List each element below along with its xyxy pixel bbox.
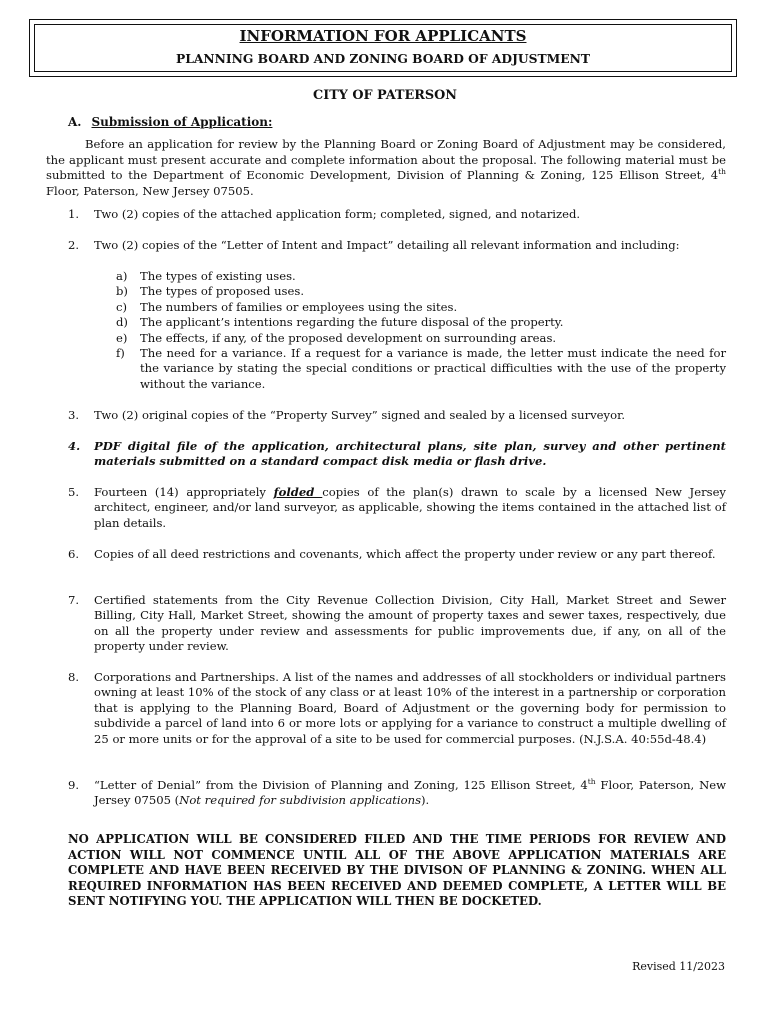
list-item-2 bbox=[68, 238, 726, 253]
item-text: Two (2) copies of the “Letter of Intent and Impact” detailing all relevant information and including: bbox=[94, 238, 680, 252]
item-number: 2. bbox=[68, 238, 80, 252]
letter-of-intent-sublist bbox=[116, 269, 726, 392]
revision-date: Revised 11/2023 bbox=[632, 960, 725, 973]
filing-notice: NO APPLICATION WILL BE CONSIDERED FILED AND THE TIME PERIODS FOR REVIEW AND ACTION WILL NOT COMMENCE UNTIL ALL OF THE ABOVE APPLICATION MATERIALS ARE COMPLETE AND HAVE BEEN RECEIVED BY THE DIVISON OF PLANNING & ZONING. WHEN ALL REQUIRED INFORMATION HAS BEEN RECEIVED AND DEEMED COMPLETE, A LETTER WILL BE SENT NOTIFYING YOU. THE APPLICATION WILL THEN BE DOCKETED. bbox=[68, 832, 726, 909]
sublist-letter: d) bbox=[116, 315, 128, 330]
sublist-letter: f) bbox=[116, 346, 125, 361]
item-number: 4. bbox=[68, 439, 81, 453]
sublist-letter: c) bbox=[116, 299, 128, 314]
item-text-part: Fourteen (14) appropriately bbox=[94, 485, 274, 499]
intro-superscript: th bbox=[718, 167, 726, 177]
list-item-5 bbox=[68, 485, 726, 531]
item-text: Copies of all deed restrictions and covenants, which affect the property under review or any part thereof. bbox=[94, 547, 716, 561]
item-text: Corporations and Partnerships. A list of the names and addresses of all stockholders or individual partners owning at least 10% of the stock of any class or at least 10% of the interest in a partnership or corporation that is applying to the Planning Board, Board of Adjustment or the governing body for permission to subdivide a parcel of land into 6 or more lots or applying for a variance to construct a multiple dwelling of 25 or more units or for the approval of a site to be used for commercial purposes. (N.J.S.A. 40:55d-48.4) bbox=[94, 670, 726, 746]
document-title: INFORMATION FOR APPLICANTS bbox=[239, 27, 527, 45]
item-number: 8. bbox=[68, 670, 80, 684]
sublist-text: The applicant’s intentions regarding the future disposal of the property. bbox=[140, 315, 564, 330]
item-number: 6. bbox=[68, 547, 80, 561]
item-number: 3. bbox=[68, 408, 80, 422]
list-item-4 bbox=[68, 439, 726, 470]
intro-paragraph bbox=[46, 137, 726, 199]
sublist-letter: a) bbox=[116, 269, 128, 283]
sublist-item-f bbox=[116, 346, 726, 392]
section-letter: A. bbox=[68, 115, 82, 129]
sublist-text: The types of proposed uses. bbox=[140, 284, 305, 299]
intro-text: Before an application for review by the Planning Board or Zoning Board of Adjustment may be considered, the applicant must present accurate and complete information about the proposal. The following material must be submitted to the Department of Economic Development, Division of Planning & Zoning, 125 Ellison Street, 4 bbox=[46, 137, 726, 183]
sublist-item-d bbox=[116, 315, 726, 330]
item-text: PDF digital file of the application, architectural plans, site plan, survey and other pertinent materials submitted on a standard compact disk media or flash drive. bbox=[94, 439, 726, 469]
item-text bbox=[94, 485, 726, 531]
sublist-text: The need for a variance. If a request for a variance is made, the letter must indicate the need for the variance by stating the special conditions or practical difficulties with the use of the property without the variance. bbox=[140, 346, 726, 391]
sublist-text: The effects, if any, of the proposed development on surrounding areas. bbox=[140, 330, 557, 345]
item-number: 7. bbox=[68, 593, 80, 607]
item-text: Two (2) copies of the attached application form; completed, signed, and notarized. bbox=[94, 207, 581, 221]
item-number: 9. bbox=[68, 778, 80, 792]
list-item-7 bbox=[68, 593, 726, 655]
item-text: Two (2) original copies of the “Property Survey” signed and sealed by a licensed surveyor. bbox=[94, 408, 626, 422]
sublist-item-e bbox=[116, 331, 726, 346]
section-title: Submission of Application: bbox=[91, 115, 273, 129]
subdivision-note: Not required for subdivision applications bbox=[179, 793, 422, 808]
item-number: 5. bbox=[68, 485, 80, 499]
item-text-part: “Letter of Denial” from the Division of Planning and Zoning, 125 Ellison Street, 4 bbox=[94, 778, 588, 792]
sublist-text: The types of existing uses. bbox=[140, 269, 296, 283]
sublist-letter: e) bbox=[116, 330, 128, 345]
list-item-8 bbox=[68, 670, 726, 747]
list-item-6 bbox=[68, 547, 726, 562]
item-text-part: copies of the plan(s) drawn to scale by a licensed New Jersey architect, engineer, and/or land surveyor, as applicable, showing the items contained in the attached list of plan details. bbox=[94, 485, 726, 530]
sublist-item-c bbox=[116, 300, 726, 315]
sublist-text: The numbers of families or employees using the sites. bbox=[140, 299, 458, 314]
list-item-1 bbox=[68, 207, 726, 222]
item-number: 1. bbox=[68, 207, 80, 221]
list-item-9 bbox=[68, 778, 726, 809]
header-box bbox=[29, 19, 737, 77]
list-item-3 bbox=[68, 408, 726, 423]
item-text bbox=[94, 778, 726, 809]
item-text-part: ). bbox=[421, 793, 430, 808]
item-text: Certified statements from the City Revenue Collection Division, City Hall, Market Street and Sewer Billing, City Hall, Market Street, showing the amount of property taxes and sewer taxes, respectively, due on all the property under review and assessments for public improvements due, if any, on all of the property under review. bbox=[94, 593, 726, 654]
sublist-letter: b) bbox=[116, 284, 128, 299]
item-text-part: Floor, Paterson, New Jersey 07505 ( bbox=[94, 778, 726, 808]
document-subtitle: PLANNING BOARD AND ZONING BOARD OF ADJUSTMENT bbox=[175, 51, 591, 66]
item-superscript: th bbox=[587, 777, 596, 787]
sublist-item-a bbox=[116, 269, 726, 284]
section-a-heading bbox=[68, 115, 272, 129]
folded-emphasis: folded bbox=[273, 485, 323, 499]
sublist-item-b bbox=[116, 284, 726, 299]
intro-text-end: Floor, Paterson, New Jersey 07505. bbox=[46, 183, 254, 198]
city-heading: CITY OF PATERSON bbox=[313, 88, 457, 103]
